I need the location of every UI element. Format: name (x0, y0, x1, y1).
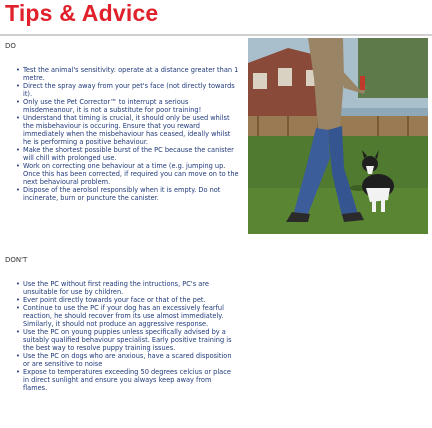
do-heading: DO (5, 42, 16, 50)
do-list (16, 66, 240, 202)
dont-heading: DON'T (5, 256, 28, 264)
do-item: • Dispose of the aerolsol responsibly when it is empty. Do not incinerate, burn or puncture the canister. (16, 186, 240, 202)
do-item: • Only use the Pet Corrector™ to interrupt a serious misdemeanour, it is not a substitute for poor training! (16, 98, 240, 114)
dont-item: • Use the PC on dogs who are anxious, have a scared disposition or are sensitive to noise (16, 352, 236, 368)
do-item: • Direct the spray away from your pet's face (not directly towards it). (16, 82, 240, 98)
photo-woman-spraying-dog (248, 38, 428, 234)
dont-item: • Expose to temperatures exceeding 50 degrees celcius or place in direct sunlight and ensure you always keep away from flames. (16, 368, 236, 392)
do-item: • Make the shortest possible burst of the PC because the canister will chill with prolonged use. (16, 146, 240, 162)
dont-item: • Continue to use the PC if your dog has an excessively fearful reaction, he should recover from its use almost immediately. Similarly, it should not produce an aggressive response. (16, 304, 236, 328)
dont-list (16, 280, 236, 392)
do-item: • Test the animal's sensitivity: operate at a distance greater than 1 metre. (16, 66, 240, 82)
dont-item: • Use the PC without first reading the intructions, PC's are unsuitable for use by children. (16, 280, 236, 296)
page-title: Tips & Advice (5, 0, 159, 26)
do-item: • Understand that timing is crucial, it should only be used whilst the misbehaviour is occuring. Ensure that you reward immediately when the misbehaviour has ceased, ideally whilst he is performing a positive behaviour. (16, 114, 240, 146)
do-item: • Work on correcting one behaviour at a time (e.g. jumping up. Once this has been corrected, if required you can move on to the next behavioural problem. (16, 162, 240, 186)
dont-item: • Ever point directly towards your face or that of the pet. (16, 296, 236, 304)
dont-item: • Use the PC on young puppies unless specifically advised by a suitably qualified behaviour specialist. Early positive training is the best way to resolve puppy training issues. (16, 328, 236, 352)
title-divider (0, 34, 432, 36)
